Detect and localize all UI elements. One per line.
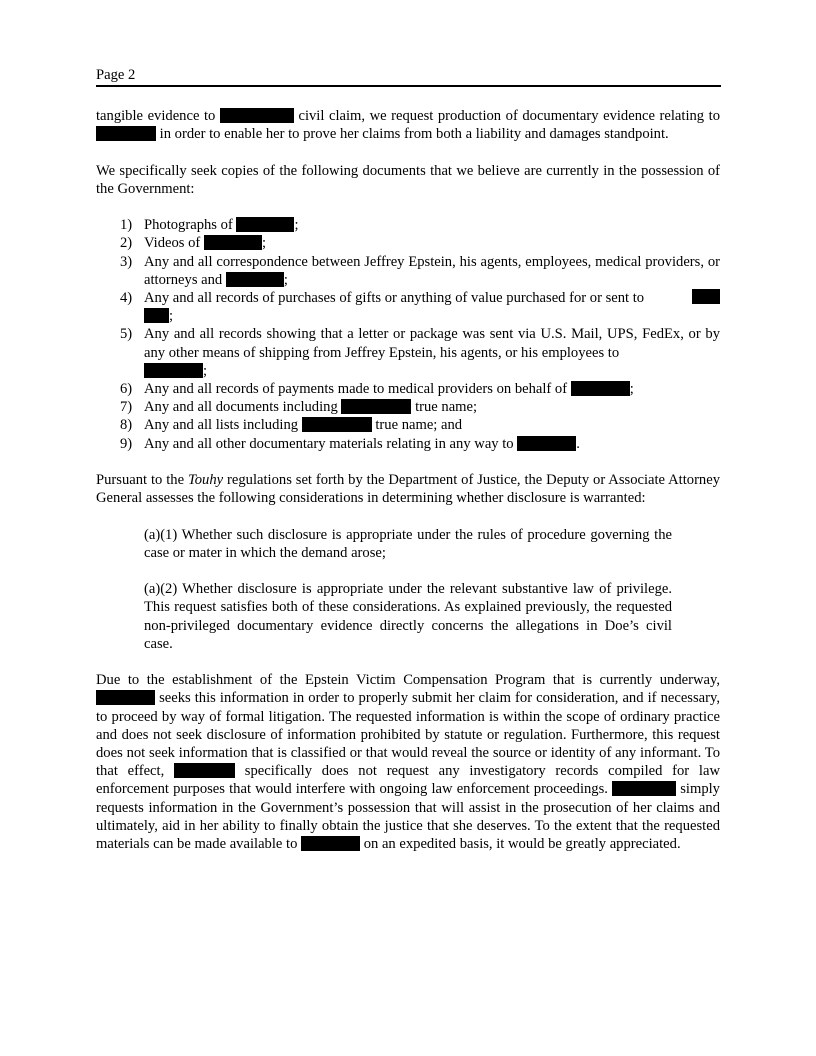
document-request-list <box>96 216 720 453</box>
touhy-text-2: regulations set forth by the Department of Justice, the Deputy or Associate Attorney General assesses the following considerations in determining whether disclosure is warranted: <box>96 472 720 507</box>
list-item-suffix: . <box>576 435 580 452</box>
list-item <box>96 216 720 234</box>
touhy-term: Touhy <box>187 472 224 489</box>
redaction-box <box>517 436 576 451</box>
closing-text-1: Due to the establishment of the Epstein Victim Compensation Program that is currently underway, <box>96 672 720 689</box>
closing-paragraph <box>96 671 720 853</box>
list-item-text: Any and all other documentary materials relating in any way to <box>144 435 514 452</box>
redaction-box <box>571 381 630 396</box>
redaction-box <box>692 289 720 304</box>
touhy-paragraph <box>96 471 720 507</box>
redaction-box <box>96 126 156 141</box>
block-quote-a2: (a)(2) Whether disclosure is appropriate under the relevant substantive law of privilege. This request satisfies both of these considerations. As explained previously, the requested non-privileged documentary evidence directly concerns the allegations in Doe’s civil case. <box>144 581 672 652</box>
list-item-suffix: true name; <box>415 399 478 416</box>
list-item-number: 3) <box>120 253 133 270</box>
closing-text-4: simply requests information in the Government’s possession that will assist in the prosecution of her claims and ultimately, aid in her ability to finally obtain the justice that she deserves. To the extent that the requested materials can be made available to <box>96 781 720 853</box>
list-item-number: 9) <box>120 435 133 452</box>
list-item-text: Photographs of <box>144 217 233 234</box>
list-item <box>96 325 720 380</box>
list-item <box>96 416 720 434</box>
list-item <box>96 253 720 289</box>
list-item-number: 5) <box>120 326 133 343</box>
redaction-box <box>612 781 676 796</box>
list-item-text: Videos of <box>144 235 201 252</box>
list-item-number: 2) <box>120 235 133 252</box>
list-item-text: Any and all documents including <box>144 399 338 416</box>
redaction-box <box>226 272 284 287</box>
intro-text-1: tangible evidence to <box>96 108 216 124</box>
list-item-suffix: ; <box>294 217 299 234</box>
list-item-text: Any and all records of payments made to medical providers on behalf of <box>144 381 568 398</box>
list-item-text: Any and all lists including <box>144 417 299 434</box>
list-item-number: 1) <box>120 217 133 234</box>
redaction-box <box>220 108 294 123</box>
redaction-box <box>144 363 203 378</box>
redaction-box <box>144 308 169 323</box>
list-item-number: 4) <box>120 290 133 306</box>
list-item-suffix: ; <box>261 235 266 252</box>
seek-paragraph: We specifically seek copies of the following documents that we believe are currently in the possession of the Government: <box>96 162 720 197</box>
page-number-label: Page 2 <box>96 67 136 83</box>
list-item-number: 8) <box>120 417 133 434</box>
list-item-suffix: ; <box>629 381 634 398</box>
redaction-box <box>174 763 235 778</box>
list-item <box>96 380 720 398</box>
redaction-box <box>302 417 372 432</box>
redaction-box <box>236 217 294 232</box>
list-item <box>96 289 720 325</box>
intro-paragraph <box>96 107 720 143</box>
list-item-text: Any and all records showing that a letter or package was sent via U.S. Mail, UPS, FedEx, or by any other means of shipping from Jeffrey Epstein, his agents, or his employees to <box>144 326 720 361</box>
intro-text-3: in order to enable her to prove her claims from both a liability and damages standpoint. <box>159 126 669 143</box>
list-item <box>96 398 720 416</box>
list-item <box>96 234 720 252</box>
list-item-suffix: true name; and <box>375 417 463 434</box>
letter-body <box>96 107 720 853</box>
redaction-box <box>301 836 360 851</box>
list-item-suffix: ; <box>169 308 174 325</box>
list-item-number: 6) <box>120 381 133 398</box>
list-item <box>96 435 720 453</box>
touhy-text-1: Pursuant to the <box>96 472 185 489</box>
closing-text-3: specifically does not request any investigatory records compiled for law enforcement purposes that would interfere with ongoing law enforcement proceedings. <box>96 763 720 798</box>
list-item-suffix: ; <box>283 271 288 288</box>
closing-text-2: seeks this information in order to properly submit her claim for consideration, and if necessary, to proceed by way of formal litigation. The requested information is within the scope of ordinary practice and does not seek disclosure of information prohibited by statute or regulation. Furthermore, this request does not seek information that is classified or that would reveal the source or identity of any informant. To that effect, <box>96 690 720 780</box>
list-item-text: Any and all correspondence between Jeffrey Epstein, his agents, employees, medical providers, or attorneys and <box>144 253 720 288</box>
page-header <box>96 66 721 87</box>
intro-text-2: civil claim, we request production of documentary evidence relating to <box>298 108 720 124</box>
list-item-suffix: ; <box>203 362 208 379</box>
list-item-text: Any and all records of purchases of gifts or anything of value purchased for or sent to <box>144 290 645 306</box>
closing-text-5: on an expedited basis, it would be greatly appreciated. <box>363 836 681 853</box>
list-item-number: 7) <box>120 399 133 416</box>
block-quote-a1: (a)(1) Whether such disclosure is appropriate under the rules of procedure governing the case or mater in which the demand arose; <box>144 526 672 561</box>
redaction-box <box>204 235 262 250</box>
redaction-box <box>341 399 411 414</box>
redaction-box <box>96 690 155 705</box>
